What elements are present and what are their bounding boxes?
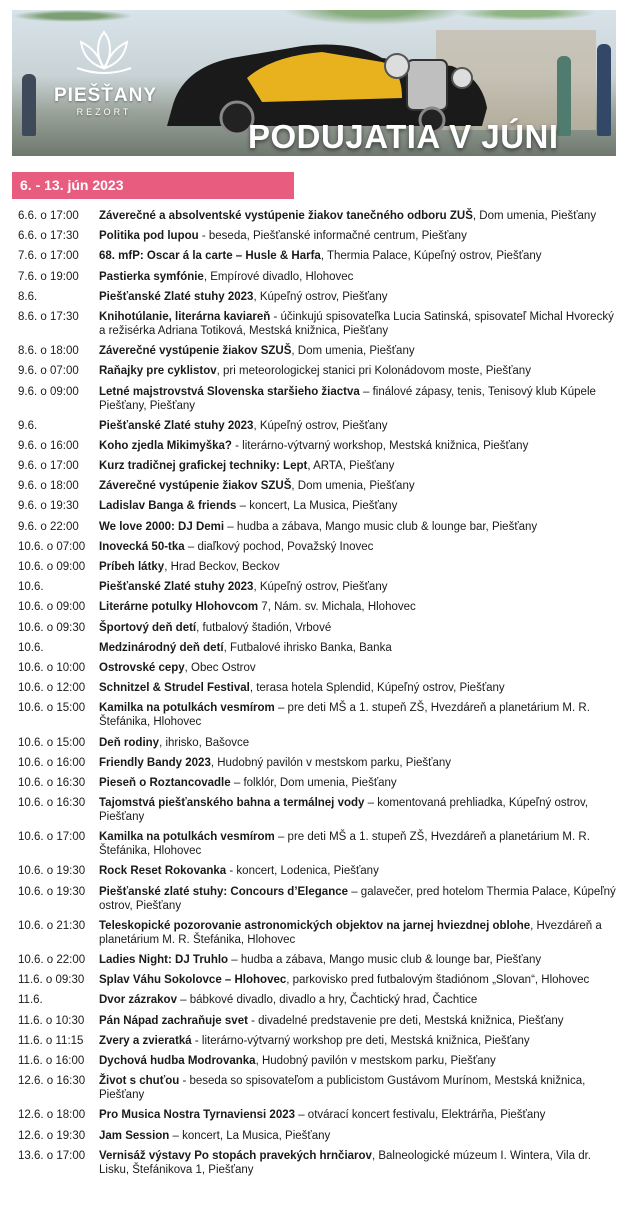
event-name: Raňajky pre cyklistov <box>99 365 217 378</box>
event-description <box>99 1108 618 1122</box>
event-row <box>18 641 618 655</box>
event-name: Literárne potulky Hlohovcom <box>99 601 259 614</box>
event-row <box>18 661 618 675</box>
event-time: 11.6. o 16:00 <box>18 1054 85 1067</box>
event-row <box>18 479 618 493</box>
event-row <box>18 419 618 433</box>
event-row <box>18 1034 618 1048</box>
week-label: 6. - 13. jún 2023 <box>12 172 294 199</box>
event-time: 10.6. o 19:30 <box>18 865 86 878</box>
event-details: – pre deti MŠ a 1. stupeň ZŠ, Hvezdáreň a planetárium M. R. Štefánika, Hlohovec <box>99 702 590 729</box>
event-description <box>99 290 618 304</box>
event-details: , Dom umenia, Piešťany <box>291 480 415 493</box>
event-time: 12.6. o 18:00 <box>18 1109 86 1122</box>
event-time: 10.6. o 17:00 <box>18 831 86 844</box>
event-row <box>18 830 618 858</box>
event-description <box>99 560 618 574</box>
event-row <box>18 1014 618 1028</box>
event-details: , Balneologické múzeum I. Wintera, Vila dr. Lisku, Štefánikova 1, Piešťany <box>99 1149 591 1176</box>
event-time: 10.6. o 16:30 <box>18 797 86 810</box>
person-figure <box>22 74 36 136</box>
event-time: 11.6. o 10:30 <box>18 1014 85 1027</box>
event-row <box>18 1108 618 1122</box>
event-description <box>99 209 618 223</box>
event-time: 9.6. o 09:00 <box>18 385 79 398</box>
event-time: 8.6. <box>18 290 38 303</box>
event-time: 9.6. o 17:00 <box>18 460 79 473</box>
event-description <box>99 864 618 878</box>
event-description <box>99 681 618 695</box>
event-name: Knihotúlanie, literárna kaviareň <box>99 310 271 323</box>
event-name: Deň rodiny <box>99 736 160 749</box>
person-figure <box>557 56 571 136</box>
event-time: 9.6. o 16:00 <box>18 439 79 452</box>
event-details: , Hudobný pavilón v mestskom parku, Piešťany <box>255 1054 496 1067</box>
event-details: – bábkové divadlo, divadlo a hry, Čachtický hrad, Čachtice <box>176 994 478 1007</box>
event-name: Tajomstvá piešťanského bahna a termálnej vody <box>99 797 365 810</box>
event-description <box>99 885 618 913</box>
event-details: , Dom umenia, Piešťany <box>291 345 415 358</box>
event-details: – diaľkový pochod, Považský Inovec <box>184 540 374 553</box>
event-description <box>99 229 618 243</box>
event-description <box>99 364 618 378</box>
event-description <box>99 830 618 858</box>
event-description <box>99 919 618 947</box>
event-details: - koncert, Lodenica, Piešťany <box>226 865 379 878</box>
event-details: , terasa hotela Splendid, Kúpeľný ostrov, Piešťany <box>249 682 505 695</box>
event-description <box>99 344 618 358</box>
event-row <box>18 560 618 574</box>
event-time: 10.6. o 16:30 <box>18 776 86 789</box>
event-name: Koho zjedla Mikimyška? <box>99 439 232 452</box>
event-name: Záverečné vystúpenie žiakov SZUŠ <box>99 345 292 358</box>
event-name: Ladislav Banga & friends <box>99 500 237 513</box>
event-details: , Thermia Palace, Kúpeľný ostrov, Piešťany <box>320 250 542 263</box>
event-row <box>18 1074 618 1102</box>
event-row <box>18 580 618 594</box>
event-name: Letné majstrovstvá Slovenska staršieho žiactva <box>99 385 360 398</box>
event-details: - literárno-výtvarný workshop pre deti, Mestská knižnica, Piešťany <box>191 1034 530 1047</box>
event-description <box>99 520 618 534</box>
event-description <box>99 479 618 493</box>
event-row <box>18 1054 618 1068</box>
event-name: Pro Musica Nostra Tyrnaviensi 2023 <box>99 1109 296 1122</box>
event-details: - literárno-výtvarný workshop, Mestská knižnica, Piešťany <box>231 439 529 452</box>
event-time: 6.6. o 17:00 <box>18 210 79 222</box>
event-details: – otvárací koncert festivalu, Elektrárňa, Piešťany <box>295 1109 546 1122</box>
event-row <box>18 290 618 304</box>
page-title: PODUJATIA V JÚNI <box>248 118 559 155</box>
event-time: 6.6. o 17:30 <box>18 230 79 243</box>
event-time: 10.6. o 09:30 <box>18 621 86 634</box>
event-row <box>18 864 618 878</box>
event-time: 11.6. o 09:30 <box>18 974 85 987</box>
event-time: 9.6. o 19:30 <box>18 500 79 513</box>
event-description <box>99 540 618 554</box>
event-name: Kamilka na potulkách vesmírom <box>99 702 275 715</box>
event-details: , Hvezdáreň a planetárium M. R. Štefánika, Hlohovec <box>99 919 602 946</box>
event-row <box>18 736 618 750</box>
event-time: 10.6. <box>18 581 44 594</box>
event-name: Splav Váhu Sokolovce – Hlohovec <box>99 974 287 987</box>
event-time: 10.6. o 09:00 <box>18 601 86 614</box>
event-time: 7.6. o 19:00 <box>18 270 79 283</box>
event-details: – pre deti MŠ a 1. stupeň ZŠ, Hvezdáreň a planetárium M. R. Štefánika, Hlohovec <box>99 831 590 858</box>
event-description <box>99 736 618 750</box>
event-description <box>99 249 618 263</box>
event-name: Medzinárodný deň detí <box>99 641 224 654</box>
event-time: 10.6. o 19:30 <box>18 885 86 898</box>
event-details: , Hudobný pavilón v mestskom parku, Piešťany <box>210 756 452 769</box>
event-description <box>99 993 618 1007</box>
event-time: 9.6. o 18:00 <box>18 480 79 493</box>
event-row <box>18 1129 618 1143</box>
event-time: 8.6. o 17:30 <box>18 310 79 323</box>
event-row <box>18 499 618 513</box>
event-name: Piešťanské zlaté stuhy: Concours d’Elegance <box>99 885 349 898</box>
event-time: 9.6. o 07:00 <box>18 365 79 378</box>
event-row <box>18 459 618 473</box>
event-row <box>18 540 618 554</box>
event-description <box>99 459 618 473</box>
event-time: 9.6. o 22:00 <box>18 520 79 533</box>
event-details: - účinkujú spisovateľka Lucia Satinská, spisovateľ Michal Hvorecký a režisérka Adriana Totiková, Mestská knižnica, Piešťany <box>99 310 614 337</box>
event-row <box>18 953 618 967</box>
event-description <box>99 270 618 284</box>
event-details: , Obec Ostrov <box>184 661 256 674</box>
event-details: - beseda so spisovateľom a publicistom Gustávom Murínom, Mestská knižnica, Piešťany <box>99 1075 586 1102</box>
event-details: , ihrisko, Bašovce <box>159 736 250 749</box>
event-details: , Dom umenia, Piešťany <box>472 210 597 222</box>
event-name: Príbeh látky <box>99 561 165 573</box>
event-name: Schnitzel & Strudel Festival <box>99 682 250 695</box>
event-details: – galavečer, pred hotelom Thermia Palace, Kúpeľný ostrov, Piešťany <box>99 885 616 912</box>
event-description <box>99 1149 618 1177</box>
event-row <box>18 1149 618 1177</box>
event-row <box>18 520 618 534</box>
event-description <box>99 796 618 824</box>
event-details: , pri meteorologickej stanici pri Kolonádovom moste, Piešťany <box>216 365 531 378</box>
event-details: – koncert, La Musica, Piešťany <box>169 1129 331 1142</box>
event-time: 9.6. <box>18 419 38 432</box>
event-name: Piešťanské Zlaté stuhy 2023 <box>99 581 254 594</box>
event-row <box>18 364 618 378</box>
event-details: , futbalový štadión, Vrbové <box>196 621 332 634</box>
event-row <box>18 993 618 1007</box>
event-description <box>99 385 618 413</box>
event-time: 10.6. o 16:00 <box>18 756 86 769</box>
event-name: Kamilka na potulkách vesmírom <box>99 831 275 844</box>
event-row <box>18 756 618 770</box>
header-banner <box>12 10 616 156</box>
event-name: Jam Session <box>99 1129 170 1142</box>
event-name: Záverečné vystúpenie žiakov SZUŠ <box>99 480 292 493</box>
event-list <box>18 209 618 1183</box>
event-row <box>18 209 618 223</box>
event-row <box>18 973 618 987</box>
event-time: 11.6. <box>18 994 43 1007</box>
event-description <box>99 756 618 770</box>
event-name: Politika pod lupou <box>99 230 199 243</box>
event-details: , Kúpeľný ostrov, Piešťany <box>253 419 388 432</box>
event-description <box>99 499 618 513</box>
event-time: 12.6. o 16:30 <box>18 1075 86 1088</box>
event-description <box>99 1129 618 1143</box>
event-name: Dychová hudba Modrovanka <box>99 1054 256 1067</box>
event-time: 10.6. o 21:30 <box>18 919 86 932</box>
event-details: – koncert, La Musica, Piešťany <box>236 500 398 513</box>
event-row <box>18 439 618 453</box>
event-name: Teleskopické pozorovanie astronomických objektov na jarnej hviezdnej oblohe <box>99 919 531 932</box>
event-details: - divadelné predstavenie pre deti, Mestská knižnica, Piešťany <box>247 1014 564 1027</box>
event-description <box>99 310 618 338</box>
event-name: Piešťanské Zlaté stuhy 2023 <box>99 419 254 432</box>
event-row <box>18 681 618 695</box>
event-time: 13.6. o 17:00 <box>18 1149 86 1162</box>
event-row <box>18 310 618 338</box>
event-details: – komentovaná prehliadka, Kúpeľný ostrov, Piešťany <box>99 797 589 824</box>
event-time: 11.6. o 11:15 <box>18 1034 84 1047</box>
event-details: – folklór, Dom umenia, Piešťany <box>230 776 397 789</box>
event-row <box>18 249 618 263</box>
event-name: Friendly Bandy 2023 <box>99 756 211 769</box>
event-time: 12.6. o 19:30 <box>18 1129 86 1142</box>
event-time: 7.6. o 17:00 <box>18 250 79 263</box>
event-row <box>18 229 618 243</box>
event-details: , Hrad Beckov, Beckov <box>164 561 280 573</box>
event-details: – hudba a zábava, Mango music club & lounge bar, Piešťany <box>224 520 538 533</box>
event-name: Život s chuťou <box>99 1075 180 1088</box>
event-description <box>99 1034 618 1048</box>
event-description <box>99 1014 618 1028</box>
event-time: 8.6. o 18:00 <box>18 345 79 358</box>
event-details: , ARTA, Piešťany <box>307 460 395 473</box>
event-details: 7, Nám. sv. Michala, Hlohovec <box>258 601 416 614</box>
event-name: Pieseň o Roztancovadle <box>99 776 231 789</box>
event-description <box>99 953 618 967</box>
event-description <box>99 1054 618 1068</box>
event-name: Športový deň detí <box>99 621 197 634</box>
event-description <box>99 701 618 729</box>
event-row <box>18 600 618 614</box>
event-time: 10.6. o 07:00 <box>18 540 86 553</box>
person-figure <box>597 44 611 136</box>
event-row <box>18 776 618 790</box>
event-time: 10.6. o 22:00 <box>18 954 86 966</box>
event-description <box>99 1074 618 1102</box>
event-description <box>99 776 618 790</box>
event-row <box>18 701 618 729</box>
event-description <box>99 973 618 987</box>
event-name: Ladies Night: DJ Truhlo <box>99 954 229 966</box>
logo-sub: REZORT <box>76 107 132 117</box>
event-row <box>18 621 618 635</box>
event-description <box>99 621 618 635</box>
event-name: Zvery a zvieratká <box>99 1034 192 1047</box>
event-name: Pastierka symfónie <box>99 270 204 283</box>
event-name: Záverečné a absolventské vystúpenie žiakov tanečného odboru ZUŠ <box>99 210 473 222</box>
event-name: Ostrovské cepy <box>99 661 185 674</box>
event-name: Vernisáž výstavy Po stopách pravekých hrnčiarov <box>99 1149 372 1162</box>
event-row <box>18 270 618 284</box>
event-name: Pán Nápad zachraňuje svet <box>99 1014 248 1027</box>
event-details: , Kúpeľný ostrov, Piešťany <box>253 290 388 303</box>
event-time: 10.6. o 10:00 <box>18 661 86 674</box>
event-details: – finálové zápasy, tenis, Tenisový klub Kúpele Piešťany, Piešťany <box>99 385 596 412</box>
event-time: 10.6. o 15:00 <box>18 702 86 715</box>
event-description <box>99 641 618 655</box>
piestany-logo <box>54 28 158 117</box>
event-description <box>99 439 618 453</box>
event-row <box>18 385 618 413</box>
logo-brand: PIEŠŤANY <box>54 85 158 106</box>
event-name: Kurz tradičnej grafickej techniky: Lept <box>99 460 308 473</box>
event-name: We love 2000: DJ Demi <box>99 520 225 533</box>
event-description <box>99 419 618 433</box>
event-row <box>18 796 618 824</box>
event-name: Dvor zázrakov <box>99 994 177 1007</box>
event-description <box>99 661 618 675</box>
event-name: Inovecká 50-tka <box>99 540 185 553</box>
event-time: 10.6. o 15:00 <box>18 736 86 749</box>
event-time: 10.6. o 09:00 <box>18 561 86 573</box>
event-row <box>18 919 618 947</box>
event-details: , Futbalové ihrisko Banka, Banka <box>223 641 392 654</box>
event-row <box>18 885 618 913</box>
event-row <box>18 344 618 358</box>
event-description <box>99 600 618 614</box>
event-details: , parkovisko pred futbalovým štadiónom „Slovan“, Hlohovec <box>286 974 590 987</box>
event-name: Rock Reset Rokovanka <box>99 865 227 878</box>
event-details: - beseda, Piešťanské informačné centrum, Piešťany <box>198 230 467 243</box>
event-details: – hudba a zábava, Mango music club & lounge bar, Piešťany <box>228 954 542 966</box>
lotus-logo-icon <box>69 28 139 76</box>
event-details: , Kúpeľný ostrov, Piešťany <box>253 581 388 594</box>
event-time: 10.6. <box>18 641 44 654</box>
event-description <box>99 580 618 594</box>
event-name: Piešťanské Zlaté stuhy 2023 <box>99 290 254 303</box>
event-time: 10.6. o 12:00 <box>18 682 86 695</box>
event-name: 68. mfP: Oscar á la carte – Husle & Harfa <box>99 250 321 263</box>
event-details: , Empírové divadlo, Hlohovec <box>203 270 354 283</box>
